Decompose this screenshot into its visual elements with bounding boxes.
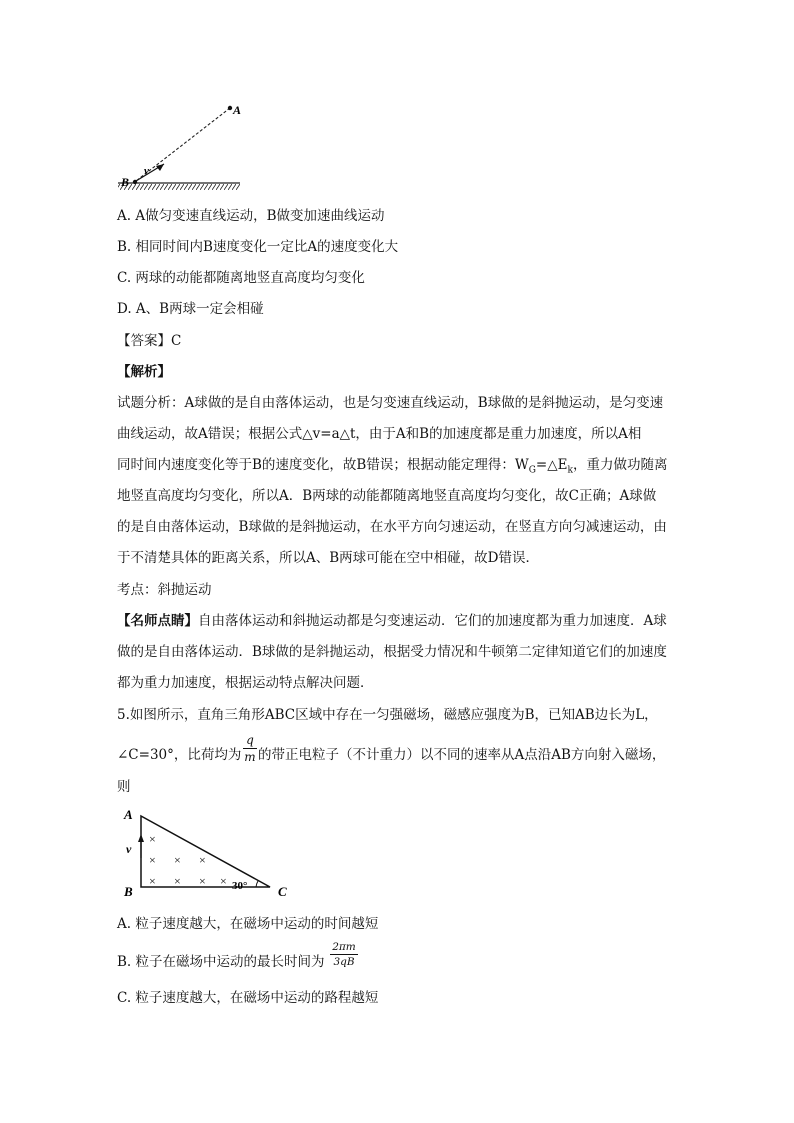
frac2-num: 2πm bbox=[330, 940, 358, 955]
q4-option-a: A. A做匀变速直线运动，B做变加速曲线运动 bbox=[117, 208, 385, 224]
tip-line-1-text: 自由落体运动和斜抛运动都是匀变速运动．它们的加速度都为重力加速度．A球 bbox=[198, 613, 667, 629]
q5-option-b: B. 粒子在磁场中运动的最长时间为 bbox=[117, 954, 325, 970]
cross: × bbox=[149, 832, 156, 846]
frac2-den: 3qB bbox=[333, 956, 355, 968]
figure-projectile bbox=[112, 100, 252, 192]
q5-option-a: A. 粒子速度越大，在磁场中运动的时间越短 bbox=[117, 916, 379, 932]
analysis-line-6: 于不清楚具体的距离关系，所以A、B两球可能在空中相碰，故D错误． bbox=[117, 550, 539, 566]
field-crosses bbox=[149, 832, 227, 888]
angle-arc bbox=[256, 881, 258, 887]
answer-tag: 【答案】C bbox=[117, 333, 182, 349]
ground-hatch bbox=[118, 184, 240, 190]
cross: × bbox=[149, 853, 156, 867]
cross: × bbox=[199, 853, 206, 867]
angle-label: 30° bbox=[232, 880, 248, 892]
ball-a bbox=[228, 106, 232, 110]
frac1-num: q bbox=[243, 732, 257, 749]
cross: × bbox=[199, 874, 206, 888]
analysis-line-3-mid: =△E bbox=[535, 457, 568, 473]
analysis-line-3-tail: ，重力做功随离 bbox=[572, 457, 668, 473]
sub-g: G bbox=[528, 465, 536, 476]
label-c2: C bbox=[278, 884, 287, 899]
tip-line-2: 做的是自由落体运动．B球做的是斜抛运动，根据受力情况和牛顿第二定律知道它们的加速度 bbox=[117, 644, 667, 660]
cross: × bbox=[174, 874, 181, 888]
cross: × bbox=[220, 874, 227, 888]
kaodian: 考点：斜抛运动 bbox=[117, 582, 212, 598]
analysis-line-4: 地竖直高度均匀变化，所以A．B两球的动能都随离地竖直高度均匀变化，故C正确；A球做 bbox=[117, 488, 657, 504]
q4-option-c: C. 两球的动能都随离地竖直高度均匀变化 bbox=[117, 270, 365, 286]
label-b: B bbox=[121, 175, 130, 189]
cross: × bbox=[149, 874, 156, 888]
q5-line-2-post: 的带正电粒子（不计重力）以不同的速率从A点沿AB方向射入磁场， bbox=[258, 747, 666, 763]
figure-triangle bbox=[112, 800, 302, 900]
q4-option-b: B. 相同时间内B速度变化一定比A的速度变化大 bbox=[117, 239, 399, 255]
q5-option-c: C. 粒子速度越大，在磁场中运动的路程越短 bbox=[117, 990, 379, 1006]
q5-line-2-pre: ∠C=30°，比荷均为 bbox=[117, 747, 242, 763]
fraction-q-over-m bbox=[243, 732, 257, 765]
label-v2: v bbox=[126, 842, 132, 856]
fraction-2pim-over-3qb bbox=[330, 940, 358, 969]
analysis-line-2: 曲线运动，故A错误；根据公式△v=a△t，由于A和B的加速度都是重力加速度，所以A相 bbox=[117, 426, 642, 442]
dashed-trajectory bbox=[136, 108, 230, 181]
q5-line-1: 5.如图所示，直角三角形ABC区域中存在一匀强磁场，磁感应强度为B，已知AB边长为L， bbox=[117, 707, 658, 723]
q5-line-3: 则 bbox=[117, 779, 131, 795]
analysis-tag: 【解析】 bbox=[117, 364, 171, 380]
cross: × bbox=[174, 853, 181, 867]
q4-option-d: D. A、B两球一定会相碰 bbox=[117, 301, 264, 317]
sub-k: k bbox=[567, 465, 573, 476]
label-a: A bbox=[233, 103, 242, 117]
analysis-line-3-head: 同时间内速度变化等于B的速度变化，故B错误；根据动能定理得：W bbox=[117, 457, 529, 473]
frac1-den: m bbox=[244, 750, 256, 764]
velocity-arrowhead-v bbox=[138, 834, 144, 842]
label-b2: B bbox=[124, 884, 133, 899]
analysis-line-3 bbox=[117, 455, 667, 481]
tip-line-3: 都为重力加速度，根据运动特点解决问题． bbox=[117, 675, 374, 691]
label-a2: A bbox=[124, 807, 133, 822]
tip-tag: 【名师点睛】 bbox=[117, 613, 198, 629]
label-v: v bbox=[144, 165, 149, 177]
analysis-line-5: 的是自由落体运动，B球做的是斜抛运动，在水平方向匀速运动，在竖直方向匀减速运动，由 bbox=[117, 519, 667, 535]
tip-line-1 bbox=[117, 611, 667, 631]
analysis-line-1: 试题分析：A球做的是自由落体运动，也是匀变速直线运动，B球做的是斜抛运动，是匀变速 bbox=[117, 395, 664, 411]
